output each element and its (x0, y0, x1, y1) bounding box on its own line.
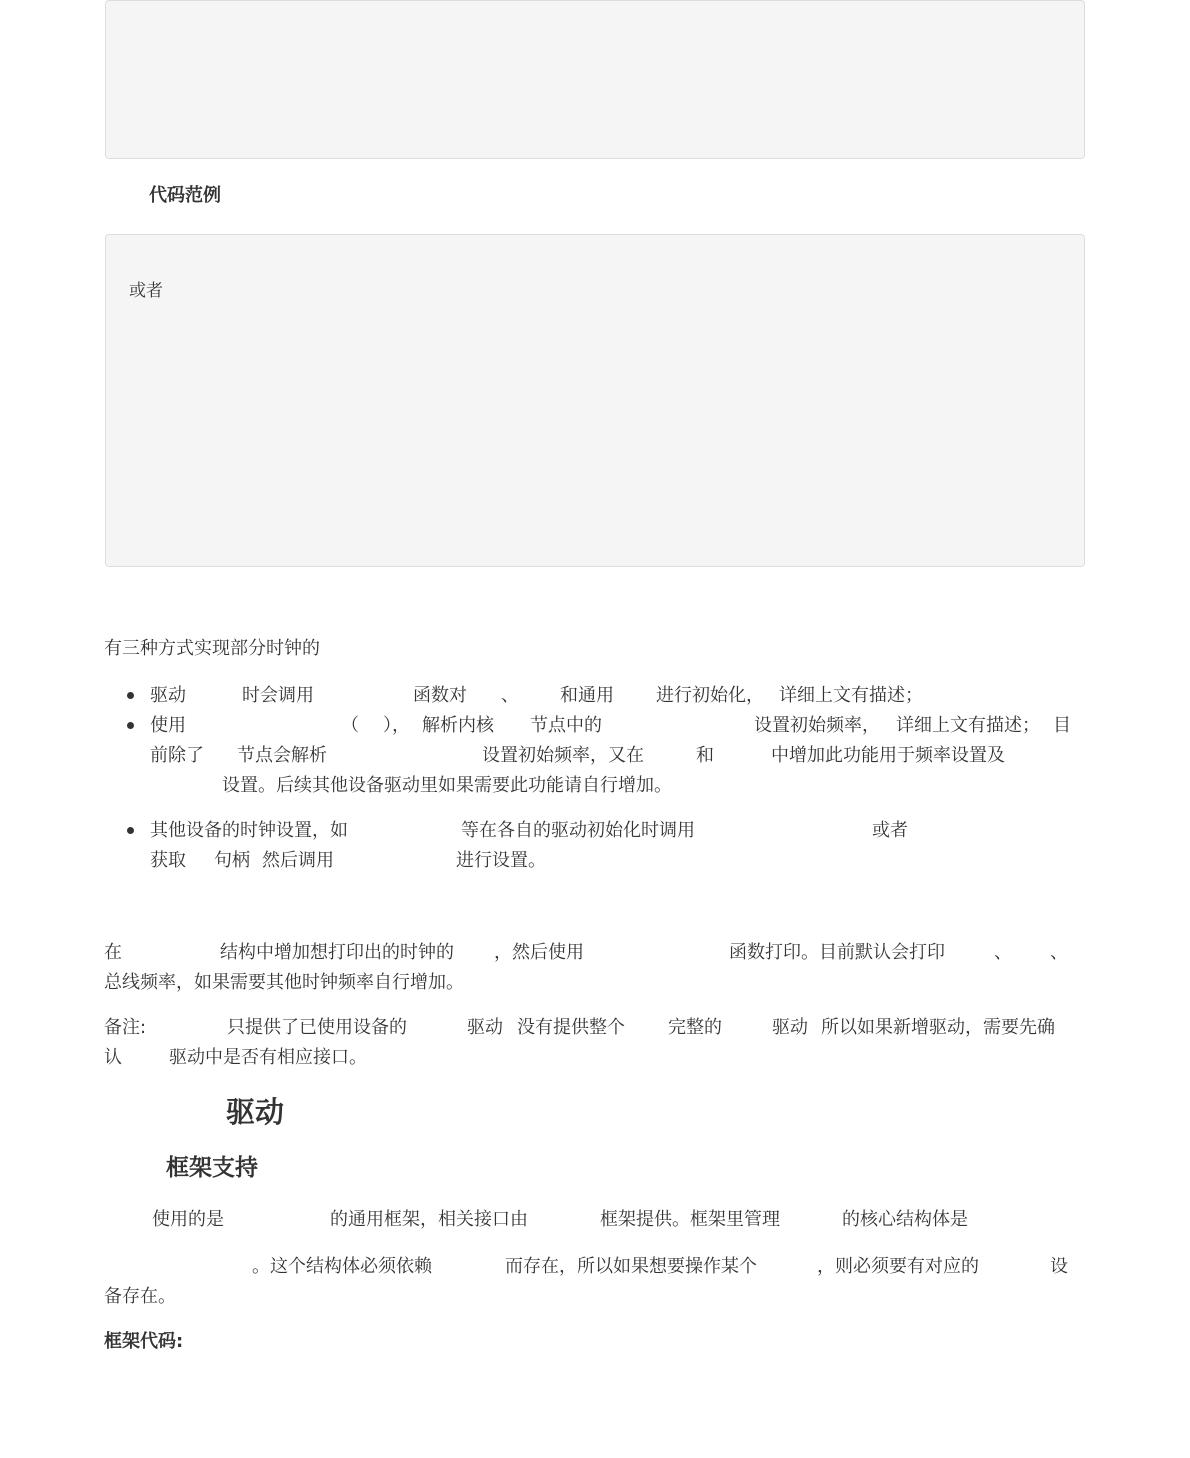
paragraph-text: 的核心结构体是 (842, 1209, 968, 1230)
code-block-2 (105, 234, 1085, 567)
list-bullet (127, 722, 134, 729)
code-example-heading: 代码范例 (149, 185, 221, 206)
framework-code-label: 框架代码: (104, 1331, 184, 1352)
paragraph-text: 而存在，所以如果想要操作某个 (505, 1256, 757, 1277)
list-item-text: 节点会解析 (237, 745, 327, 766)
list-bullet (127, 692, 134, 699)
list-item-text: 进行设置。 (456, 850, 546, 871)
list-item-text: 然后调用 (262, 850, 334, 871)
note-text: 驱动 (467, 1017, 503, 1038)
list-item-text: 和 (696, 745, 714, 766)
list-item-text: 使用 (150, 715, 186, 736)
note-text: 驱动中是否有相应接口。 (169, 1047, 367, 1068)
paragraph-text: ，则必须要有对应的 (817, 1256, 979, 1277)
list-item-text: 句柄 (214, 850, 250, 871)
list-item-text: 获取 (150, 850, 186, 871)
list-item-text: 设置初始频率，又在 (482, 745, 644, 766)
paragraph-text: 结构中增加想打印出的时钟的 (220, 942, 454, 963)
list-bullet (127, 827, 134, 834)
paragraph-text: 使用的是 (152, 1209, 224, 1230)
paragraph-text: 函数打印。目前默认会打印 (729, 942, 945, 963)
list-item-text: 设置。后续其他设备驱动里如果需要此功能请自行增加。 (222, 775, 672, 796)
section-title: 驱动 (226, 1095, 285, 1129)
list-item-text: 时会调用 (242, 685, 314, 706)
paragraph-text: 备存在。 (104, 1286, 176, 1307)
list-item-text: 目 (1053, 715, 1071, 736)
note-text: 只提供了已使用设备的 (227, 1017, 407, 1038)
note-text: 没有提供整个 (517, 1017, 625, 1038)
list-item-text: 详细上文有描述； (779, 685, 923, 706)
list-item-text: 等在各自的驱动初始化时调用 (461, 820, 695, 841)
note-text: 备注: (104, 1017, 147, 1038)
paragraph-text: 框架提供。框架里管理 (600, 1209, 780, 1230)
list-item-text: 前除了 (150, 745, 204, 766)
list-item-text: 中增加此功能用于频率设置及 (771, 745, 1005, 766)
code-line: 或者 (129, 281, 163, 301)
list-item-text: 或者 (872, 820, 908, 841)
list-item-text: 其他设备的时钟设置，如 (150, 820, 348, 841)
note-text: 驱动 (772, 1017, 808, 1038)
subsection-title: 框架支持 (166, 1155, 258, 1181)
note-text: 完整的 (668, 1017, 722, 1038)
list-item-text: ）， (383, 715, 410, 736)
list-item-text: 进行初始化， (656, 685, 764, 706)
list-item-text: 函数对 (413, 685, 467, 706)
paragraph-text: 。这个结构体必须依赖 (252, 1256, 432, 1277)
paragraph-text: 设 (1050, 1256, 1068, 1277)
list-item-text: 驱动 (150, 685, 186, 706)
list-item-text: 解析内核 (422, 715, 494, 736)
note-text: 认 (104, 1047, 122, 1068)
list-item-text: 节点中的 (530, 715, 602, 736)
code-block-1 (105, 0, 1085, 159)
intro-line: 有三种方式实现部分时钟的 (104, 638, 320, 659)
note-text: 所以如果新增驱动，需要先确 (821, 1017, 1055, 1038)
paragraph-text: 在 (104, 942, 122, 963)
list-item-text: 设置初始频率， (754, 715, 880, 736)
paragraph-text: 、 (1050, 942, 1068, 963)
paragraph-text: 总线频率，如果需要其他时钟频率自行增加。 (104, 972, 464, 993)
paragraph-text: 、 (994, 942, 1012, 963)
paragraph-text: 的通用框架，相关接口由 (330, 1209, 528, 1230)
paragraph-text: ，然后使用 (494, 942, 584, 963)
list-item-text: 和通用 (560, 685, 614, 706)
list-item-text: 、 (501, 685, 519, 706)
list-item-text: 详细上文有描述； (896, 715, 1040, 736)
list-item-text: （ (341, 715, 359, 736)
